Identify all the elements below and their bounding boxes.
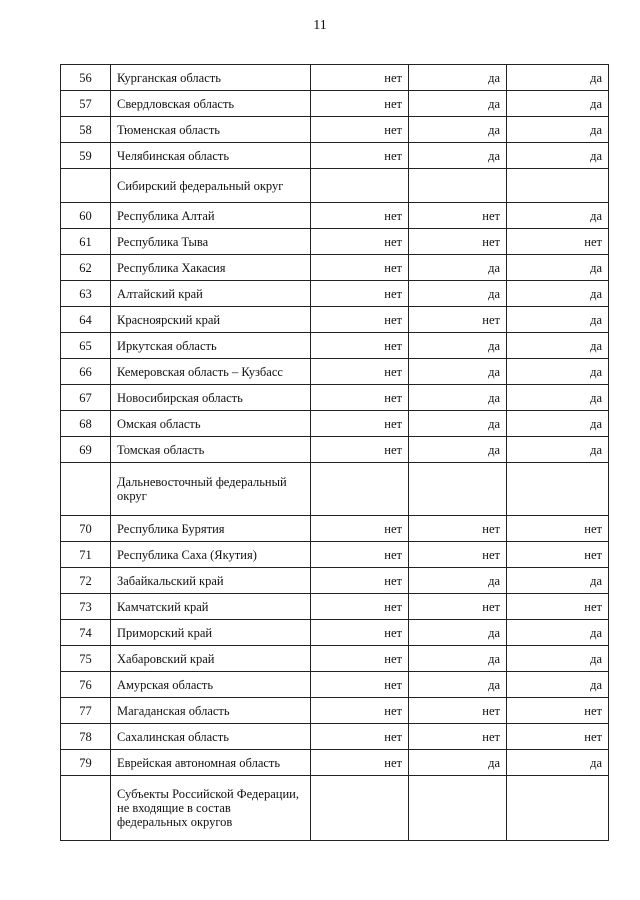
table-row xyxy=(61,333,609,359)
table-row xyxy=(61,724,609,750)
value-column-3: да xyxy=(507,672,609,698)
table-row xyxy=(61,91,609,117)
value-column-1: нет xyxy=(311,91,409,117)
value-column-2: нет xyxy=(409,542,507,568)
value-column-2: нет xyxy=(409,594,507,620)
table-row xyxy=(61,698,609,724)
value-column-1: нет xyxy=(311,359,409,385)
region-name: Челябинская область xyxy=(111,143,311,169)
row-number: 63 xyxy=(61,281,111,307)
value-column-1: нет xyxy=(311,281,409,307)
row-number: 73 xyxy=(61,594,111,620)
region-name: Свердловская область xyxy=(111,91,311,117)
value-column-3: да xyxy=(507,385,609,411)
row-number: 62 xyxy=(61,255,111,281)
value-column-2: нет xyxy=(409,724,507,750)
value-column-1: нет xyxy=(311,307,409,333)
value-column-3: нет xyxy=(507,542,609,568)
value-column-3: нет xyxy=(507,229,609,255)
value-column-2: да xyxy=(409,750,507,776)
region-name: Забайкальский край xyxy=(111,568,311,594)
value-column-1: нет xyxy=(311,672,409,698)
region-name: Еврейская автономная область xyxy=(111,750,311,776)
region-name: Республика Алтай xyxy=(111,203,311,229)
value-column-2: нет xyxy=(409,307,507,333)
region-name: Хабаровский край xyxy=(111,646,311,672)
value-column-3: да xyxy=(507,411,609,437)
row-number: 61 xyxy=(61,229,111,255)
region-name: Алтайский край xyxy=(111,281,311,307)
table-row xyxy=(61,143,609,169)
value-column-3: да xyxy=(507,255,609,281)
value-column-2 xyxy=(409,169,507,203)
value-column-3: да xyxy=(507,568,609,594)
value-column-2: да xyxy=(409,359,507,385)
table-row xyxy=(61,672,609,698)
region-name: Республика Тыва xyxy=(111,229,311,255)
value-column-2: да xyxy=(409,65,507,91)
value-column-3: нет xyxy=(507,516,609,542)
value-column-1: нет xyxy=(311,143,409,169)
value-column-3: да xyxy=(507,117,609,143)
value-column-3: нет xyxy=(507,698,609,724)
federal-district-title: Сибирский федеральный округ xyxy=(111,169,311,203)
table-row xyxy=(61,594,609,620)
table-row xyxy=(61,307,609,333)
value-column-1: нет xyxy=(311,698,409,724)
value-column-2: да xyxy=(409,568,507,594)
value-column-2: нет xyxy=(409,229,507,255)
row-number: 75 xyxy=(61,646,111,672)
row-number xyxy=(61,776,111,841)
value-column-3: да xyxy=(507,359,609,385)
value-column-1: нет xyxy=(311,229,409,255)
table-row xyxy=(61,281,609,307)
region-name: Иркутская область xyxy=(111,333,311,359)
value-column-2 xyxy=(409,463,507,516)
value-column-2: нет xyxy=(409,203,507,229)
table-row xyxy=(61,646,609,672)
regions-table-body xyxy=(61,65,609,841)
value-column-3: да xyxy=(507,281,609,307)
page-number: 11 xyxy=(313,18,327,33)
row-number: 68 xyxy=(61,411,111,437)
region-name: Тюменская область xyxy=(111,117,311,143)
value-column-2: да xyxy=(409,143,507,169)
table-row xyxy=(61,229,609,255)
value-column-3: нет xyxy=(507,724,609,750)
value-column-3: да xyxy=(507,646,609,672)
region-name: Красноярский край xyxy=(111,307,311,333)
row-number: 56 xyxy=(61,65,111,91)
region-name: Сахалинская область xyxy=(111,724,311,750)
row-number: 74 xyxy=(61,620,111,646)
value-column-1: нет xyxy=(311,542,409,568)
region-name: Курганская область xyxy=(111,65,311,91)
value-column-1: нет xyxy=(311,203,409,229)
row-number: 72 xyxy=(61,568,111,594)
table-row xyxy=(61,542,609,568)
table-row xyxy=(61,385,609,411)
table-row xyxy=(61,255,609,281)
table-row xyxy=(61,568,609,594)
region-name: Республика Хакасия xyxy=(111,255,311,281)
value-column-1: нет xyxy=(311,117,409,143)
row-number: 66 xyxy=(61,359,111,385)
group-header-row xyxy=(61,463,609,516)
group-header-row xyxy=(61,776,609,841)
region-name: Томская область xyxy=(111,437,311,463)
value-column-3: да xyxy=(507,620,609,646)
table-row xyxy=(61,437,609,463)
value-column-3: да xyxy=(507,143,609,169)
value-column-3: нет xyxy=(507,594,609,620)
value-column-2: да xyxy=(409,91,507,117)
value-column-3 xyxy=(507,776,609,841)
value-column-1: нет xyxy=(311,411,409,437)
region-name: Магаданская область xyxy=(111,698,311,724)
value-column-2: да xyxy=(409,672,507,698)
value-column-3: да xyxy=(507,203,609,229)
table-row xyxy=(61,359,609,385)
row-number: 59 xyxy=(61,143,111,169)
federal-district-title: Субъекты Российской Федерации, не входящие в состав федеральных округов xyxy=(111,776,311,841)
value-column-1: нет xyxy=(311,255,409,281)
region-name: Республика Саха (Якутия) xyxy=(111,542,311,568)
federal-district-title: Дальневосточный федеральный округ xyxy=(111,463,311,516)
value-column-3: да xyxy=(507,437,609,463)
row-number: 78 xyxy=(61,724,111,750)
value-column-2: да xyxy=(409,385,507,411)
region-name: Приморский край xyxy=(111,620,311,646)
table-row xyxy=(61,620,609,646)
value-column-1: нет xyxy=(311,594,409,620)
region-name: Камчатский край xyxy=(111,594,311,620)
value-column-2: нет xyxy=(409,516,507,542)
row-number xyxy=(61,463,111,516)
region-name: Республика Бурятия xyxy=(111,516,311,542)
table-row xyxy=(61,65,609,91)
row-number: 57 xyxy=(61,91,111,117)
row-number: 70 xyxy=(61,516,111,542)
value-column-1: нет xyxy=(311,724,409,750)
value-column-3: да xyxy=(507,65,609,91)
table-row xyxy=(61,411,609,437)
table-row xyxy=(61,516,609,542)
value-column-1: нет xyxy=(311,65,409,91)
value-column-3 xyxy=(507,169,609,203)
row-number xyxy=(61,169,111,203)
region-name: Новосибирская область xyxy=(111,385,311,411)
table-row xyxy=(61,203,609,229)
value-column-1 xyxy=(311,169,409,203)
value-column-1: нет xyxy=(311,333,409,359)
row-number: 60 xyxy=(61,203,111,229)
value-column-1: нет xyxy=(311,516,409,542)
value-column-1: нет xyxy=(311,437,409,463)
region-name: Кемеровская область – Кузбасс xyxy=(111,359,311,385)
value-column-1 xyxy=(311,463,409,516)
row-number: 71 xyxy=(61,542,111,568)
region-name: Омская область xyxy=(111,411,311,437)
row-number: 65 xyxy=(61,333,111,359)
value-column-2: да xyxy=(409,281,507,307)
table-row xyxy=(61,750,609,776)
value-column-3: да xyxy=(507,333,609,359)
value-column-3: да xyxy=(507,750,609,776)
row-number: 77 xyxy=(61,698,111,724)
row-number: 58 xyxy=(61,117,111,143)
value-column-2 xyxy=(409,776,507,841)
value-column-1: нет xyxy=(311,568,409,594)
value-column-2: да xyxy=(409,333,507,359)
value-column-1: нет xyxy=(311,750,409,776)
value-column-1: нет xyxy=(311,385,409,411)
value-column-1: нет xyxy=(311,620,409,646)
table-row xyxy=(61,117,609,143)
row-number: 79 xyxy=(61,750,111,776)
value-column-1: нет xyxy=(311,646,409,672)
row-number: 76 xyxy=(61,672,111,698)
value-column-2: да xyxy=(409,255,507,281)
value-column-3 xyxy=(507,463,609,516)
value-column-3: да xyxy=(507,91,609,117)
value-column-2: да xyxy=(409,620,507,646)
value-column-2: да xyxy=(409,411,507,437)
value-column-2: да xyxy=(409,646,507,672)
value-column-2: да xyxy=(409,117,507,143)
regions-table xyxy=(60,64,609,841)
row-number: 69 xyxy=(61,437,111,463)
value-column-2: да xyxy=(409,437,507,463)
row-number: 67 xyxy=(61,385,111,411)
value-column-1 xyxy=(311,776,409,841)
value-column-2: нет xyxy=(409,698,507,724)
region-name: Амурская область xyxy=(111,672,311,698)
value-column-3: да xyxy=(507,307,609,333)
row-number: 64 xyxy=(61,307,111,333)
group-header-row xyxy=(61,169,609,203)
